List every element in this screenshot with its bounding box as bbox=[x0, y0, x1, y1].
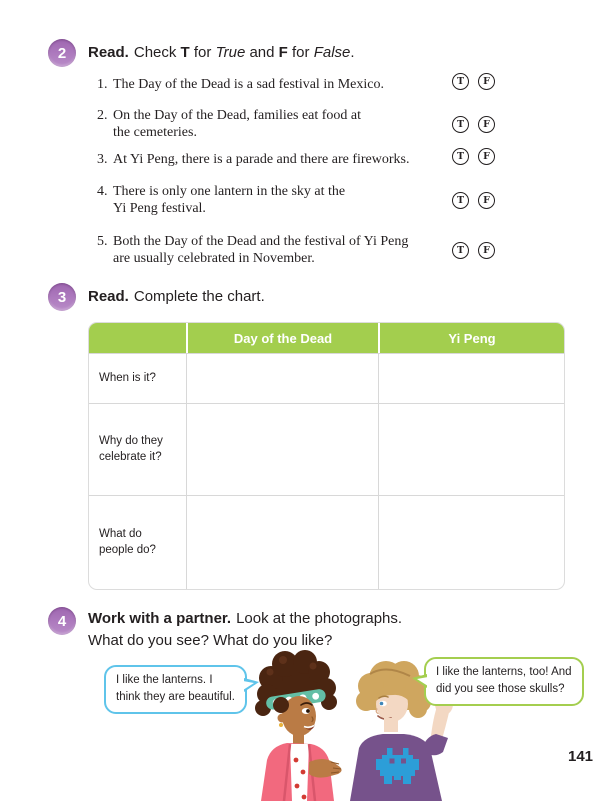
true-option-circle[interactable]: T bbox=[452, 73, 469, 90]
exercise-4-title-bold: Work with a partner. bbox=[88, 610, 232, 627]
chart-cell[interactable] bbox=[186, 353, 378, 403]
exercise-2-title-bold: Read. bbox=[88, 44, 129, 61]
exercise-2-title: Read. Check T for True and F for False. bbox=[88, 44, 355, 61]
tf-item-3: 3. At Yi Peng, there is a parade and there are fireworks. bbox=[97, 152, 410, 167]
exercise-4-title: Work with a partner. Look at the photographs. bbox=[88, 610, 403, 627]
false-option-circle[interactable]: F bbox=[478, 192, 495, 209]
exercise-3-title-bold: Read. bbox=[88, 288, 129, 305]
false-option-circle[interactable]: F bbox=[478, 73, 495, 90]
exercise-4-title-line2: What do you see? What do you like? bbox=[88, 632, 333, 649]
tf-item-2: 2. On the Day of the Dead, families eat food at the cemeteries. bbox=[97, 108, 362, 140]
tf-item-4: 4. There is only one lantern in the sky at the Yi Peng festival. bbox=[97, 184, 346, 216]
false-option-circle[interactable]: F bbox=[478, 242, 495, 259]
tf-item-5: 5. Both the Day of the Dead and the festival of Yi Peng are usually celebrated in November. bbox=[97, 234, 409, 266]
chart-header-yi-peng: Yi Peng bbox=[378, 323, 564, 353]
true-option-circle[interactable]: T bbox=[452, 192, 469, 209]
chart-row-label-when: When is it? bbox=[89, 353, 186, 403]
chart-cell[interactable] bbox=[378, 495, 564, 589]
chart-header-empty bbox=[89, 323, 186, 353]
true-option-circle[interactable]: T bbox=[452, 116, 469, 133]
chart-row-label-why: Why do they celebrate it? bbox=[89, 403, 186, 495]
chart-row-label-what: What do people do? bbox=[89, 495, 186, 589]
tf-options-5 bbox=[452, 242, 495, 259]
exercise-3-badge: 3 bbox=[48, 283, 76, 311]
chart-cell[interactable] bbox=[378, 403, 564, 495]
exercise-4-badge: 4 bbox=[48, 607, 76, 635]
tf-options-3 bbox=[452, 148, 495, 165]
speech-bubble-boy: I like the lanterns, too! And did you see those skulls? bbox=[424, 657, 584, 706]
false-option-circle[interactable]: F bbox=[478, 116, 495, 133]
chart-cell[interactable] bbox=[186, 495, 378, 589]
chart-header-day-of-the-dead: Day of the Dead bbox=[186, 323, 378, 353]
chart-cell[interactable] bbox=[186, 403, 378, 495]
tf-item-1: 1. The Day of the Dead is a sad festival in Mexico. bbox=[97, 77, 384, 92]
tf-options-1 bbox=[452, 73, 495, 90]
comparison-chart-table bbox=[88, 322, 565, 590]
tf-options-4 bbox=[452, 192, 495, 209]
chart-cell[interactable] bbox=[378, 353, 564, 403]
false-option-circle[interactable]: F bbox=[478, 148, 495, 165]
tf-options-2 bbox=[452, 116, 495, 133]
exercise-3-title: Read. Complete the chart. bbox=[88, 288, 265, 305]
exercise-2-badge: 2 bbox=[48, 39, 76, 67]
true-option-circle[interactable]: T bbox=[452, 148, 469, 165]
speech-bubble-girl: I like the lanterns. I think they are beautiful. bbox=[104, 665, 247, 714]
page-number: 141 bbox=[568, 748, 594, 765]
true-option-circle[interactable]: T bbox=[452, 242, 469, 259]
